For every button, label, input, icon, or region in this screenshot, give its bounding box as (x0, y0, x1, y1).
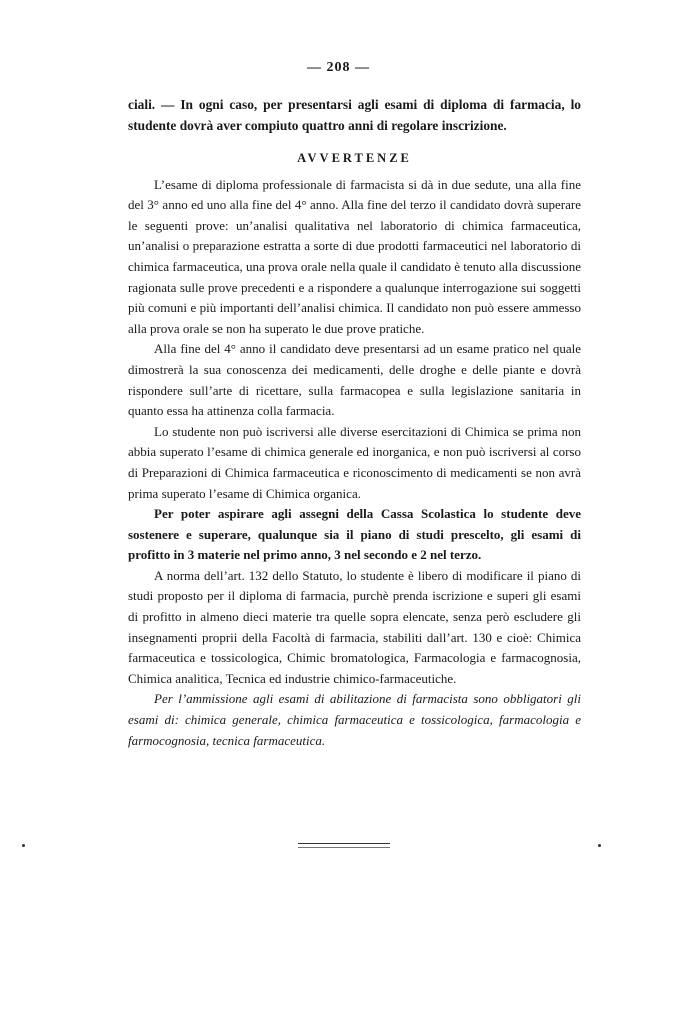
margin-mark (22, 844, 25, 847)
paragraph-study-plan: A norma dell’art. 132 dello Statuto, lo studente è libero di modificare il piano di studi proposto per il diploma di farmacia, purchè prenda iscrizione e superi gli esami di profitto in almeno dieci materie tra quelle sopra elencate, senza però escludere gli insegnamenti proprii della Facoltà di farmacia, stabiliti dall’art. 130 e cioè: Chimica farmaceutica e tossicologica, Chimic bromatologica, Farmacologia e farmacognosia, Chimica analitica, Tecnica ed industrie chimico-farmaceutiche. (128, 567, 581, 686)
paragraph-scholarship: Per poter aspirare agli assegni della Cassa Scolastica lo studente deve sostenere e superare, qualunque sia il piano di studi prescelto, gli esami di profitto in 3 materie nel primo anno, 3 nel secondo e 2 nel terzo. (128, 506, 581, 563)
paragraph-fourth-year: Alla fine del 4° anno il candidato deve presentarsi ad un esame pratico nel quale dimostrerà la sua conoscenza dei medicamenti, delle droghe e delle piante e dovrà rispondere sull’arte di ricettare, sulla farmacopea e sulla legislazione sanitaria in quanto essa ha attinenza colla farmacia. (128, 341, 581, 419)
margin-mark (598, 844, 601, 847)
page-body (128, 94, 581, 751)
intro-paragraph: ciali. — In ogni caso, per presentarsi agli esami di diploma di farmacia, lo studente dovrà aver compiuto quattro anni di regolare inscrizione. (128, 97, 581, 133)
end-rule (298, 843, 390, 848)
paragraph-enrollment-rules: Lo studente non può iscriversi alle diverse esercitazioni di Chimica se prima non abbia superato l’esame di chimica generale ed inorganica, e non può iscriversi al corso di Preparazioni di Chimica farmaceutica e riconoscimento di medicamenti se non avrà prima superato l’esame di Chimica organica. (128, 423, 581, 501)
page-number: — 208 — (307, 60, 370, 75)
section-heading: AVVERTENZE (297, 151, 412, 165)
paragraph-admission: Per l’ammissione agli esami di abilitazione di farmacista sono obbligatori gli esami di: chimica generale, chimica farmaceutica e tossicologica, farmacologia e farmocognosia, tecnica farmaceutica. (128, 691, 581, 748)
paragraph-exam-sessions: L’esame di diploma professionale di farmacista si dà in due sedute, una alla fine del 3° anno ed uno alla fine del 4° anno. Alla fine del terzo il candidato dovrà superare le seguenti prove: un’analisi qualitativa nel laboratorio di chimica farmaceutica, un’analisi o preparazione estratta a sorte di due prodotti farmaceutici nel laboratorio di chimica farmaceutica, una prova orale nella quale il candidato è tenuto alla discussione ragionata sulle prove precedenti e a rispondere a qualunque interrogazione sui soggetti più comuni e più importanti dell’analisi chimica. Il candidato non può essere ammesso alla prova orale se non ha superato le due prove pratiche. (128, 176, 582, 336)
